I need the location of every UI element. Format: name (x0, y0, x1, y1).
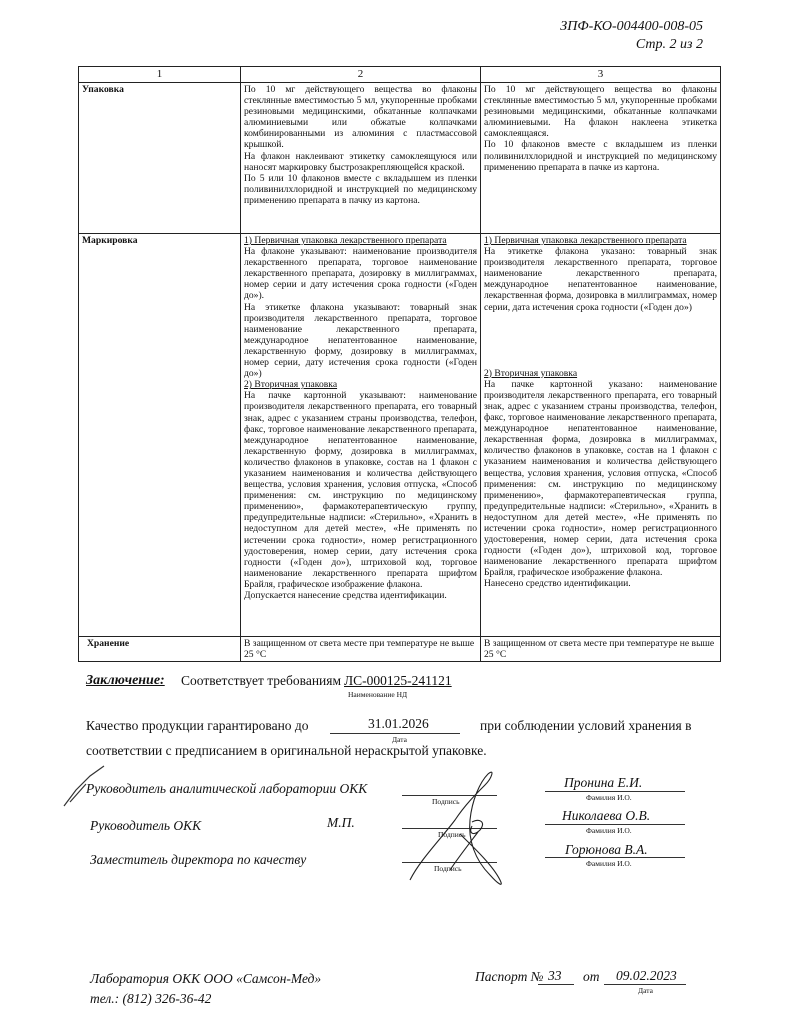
passport-label: Паспорт № (475, 969, 544, 984)
row-label-marking: Маркировка (79, 234, 241, 637)
marking-actual (481, 234, 721, 637)
marking-spec-p2: На этикетке флакона указывают: товарный знак производителя лекарственного препарата, торговое наименование лекарственного препарата, международное непатентованное наименование, лекарственную форму, дозировку в миллиграммах, номер серии, дату истечения срока годности («Годен до») (244, 301, 477, 380)
name-caption-okk: Фамилия И.О. (586, 826, 632, 835)
guarantee-line2: соответствии с предписанием в оригинальной нераскрытой упаковке. (86, 743, 487, 758)
name-line-lab (545, 791, 685, 792)
marking-actual-secondary-heading: 2) Вторичная упаковка (484, 367, 578, 379)
storage-spec (241, 637, 481, 662)
col-number-2: 2 (241, 67, 481, 83)
row-label-packaging: Упаковка (79, 83, 241, 234)
table-header-row (79, 67, 721, 83)
name-line-okk (545, 824, 685, 825)
marking-spec-p3: На пачке картонной указывают: наименование производителя лекарственного препарата, его товарный знак, адрес с указанием страны производства, телефон, факс, торговое наименование лекарственного препарата, международное непатентованное наименование, лекарственную форму, дозировка в миллиграммах, количество флаконов в упаковке, состав на 1 флакон с указанием наименования и количества действующего вещества, условия хранения, условия отпуска, «Способ применения: см. инструкцию по медицинскому применению», фармакотерапевтическую группу, предупредительные надписи: «Стерильно», «Хранить в недоступном для детей месте», «Не применять по истечении срока годности», номер регистрационного удостоверения, номер серии, дату истечения срока годности («Годен до»), штриховой код, торговое наименование лекарственного препарата шрифтом Брайля, графическое изображение флакона. (244, 390, 477, 590)
packaging-spec-p1: По 10 мг действующего вещества во флаконы стеклянные вместимостью 5 мл, укупоренные пробками резиновыми медицинскими, обкатанные колпачками алюминиевыми или обжатые колпачками комбинированными из алюминия с пластмассовой крышкой. (244, 84, 477, 151)
col-number-3: 3 (481, 67, 721, 83)
marking-actual-p3: На пачке картонной указано: наименование производителя лекарственного препарата, его товарный знак, адрес с указанием страны производства, телефон, факс, торговое наименование лекарственного препарата, международное непатентованное наименование, лекарственная форма, дозировка в миллиграммах, количество флаконов в упаковке, состав на 1 флакон с указанием наименования и количества действующего вещества, условия хранения, условия отпуска, «Способ применения: см. инструкцию по медицинскому применению», фармакотерапевтическая группа, предупредительные надписи: «Стерильно», «Хранить в недоступном для детей месте», «Не применять по истечении срока годности», номер регистрационного удостоверения, номер серии, дата истечения срока годности («Годен до»), штриховой код, торговое наименование лекарственного препарата шрифтом Брайля, графическое изображение флакона. (484, 378, 717, 579)
document-code: ЗПФ-КО-004400-008-05 (560, 19, 703, 34)
packaging-spec (241, 83, 481, 234)
packaging-actual-p1: По 10 мг действующего вещества во флаконы стеклянные вместимостью 5 мл, укупоренные пробками резиновыми медицинскими, обкатанные колпачками алюминиевыми. На флакон наклеена этикетка самоклеящаяся. (484, 84, 717, 140)
passport-date-line (604, 984, 686, 985)
guarantee-prefix: Качество продукции гарантировано до (86, 718, 309, 733)
footer-lab-name: Лаборатория ОКК ООО «Самсон-Мед» (90, 971, 322, 986)
signer-role-okk: Руководитель ОКК (90, 818, 202, 833)
signer-name-deputy: Горюнова В.А. (565, 842, 648, 857)
page-number: Стр. 2 из 2 (635, 37, 703, 52)
storage-actual-text: В защищенном от света месте при температуре не выше 25 °С (484, 638, 715, 661)
conclusion-text: Соответствует требованиям (181, 673, 342, 688)
row-label-storage: Хранение (79, 637, 241, 662)
marking-spec-primary-heading: 1) Первичная упаковка лекарственного препарата (244, 235, 447, 246)
guarantee-date-line (330, 733, 460, 734)
marking-spec-p1: На флаконе указывают: наименование производителя лекарственного препарата, торговое наименование лекарственного препарата, дозировку в миллиграммах, номер серии и дату истечения срока годности («Годен до»). (244, 246, 477, 302)
signature-caption-deputy: Подпись (434, 864, 462, 873)
table-row-storage (79, 637, 721, 662)
handwritten-signature (400, 760, 510, 895)
signature-caption-lab: Подпись (432, 797, 460, 806)
storage-actual (481, 637, 721, 662)
packaging-actual-p2: По 10 флаконов вместе с вкладышем из пленки поливинилхлоридной и инструкцией по медицинскому применению препарата в пачке из картона. (484, 139, 717, 173)
footer-phone: тел.: (812) 326-36-42 (90, 991, 212, 1006)
packaging-spec-p2: На флакон наклеивают этикетку самоклеящуюся или наносят маркировку быстрозакрепляющейся краской. (244, 150, 477, 173)
passport-number-line (538, 984, 574, 985)
spec-table (78, 66, 721, 662)
guarantee-suffix: при соблюдении условий хранения в (480, 718, 692, 733)
signer-role-lab: Руководитель аналитической лаборатории ОКК (86, 781, 368, 796)
table-row-packaging (79, 83, 721, 234)
passport-date: 09.02.2023 (616, 968, 677, 983)
passport-date-caption: Дата (638, 986, 653, 995)
signer-role-deputy: Заместитель директора по качеству (90, 852, 307, 867)
marking-actual-spacer (484, 313, 717, 368)
col-number-1: 1 (79, 67, 241, 83)
table-row-marking (79, 234, 721, 637)
signer-name-lab: Пронина Е.И. (564, 775, 643, 790)
packaging-spec-p3: По 5 или 10 флаконов вместе с вкладышем из пленки поливинилхлоридной и инструкцией по медицинскому применению препарата в пачку из картона. (244, 172, 477, 206)
storage-spec-text: В защищенном от света месте при температуре не выше 25 °С (244, 638, 475, 661)
packaging-actual (481, 83, 721, 234)
marking-actual-primary-heading: 1) Первичная упаковка лекарственного препарата (484, 235, 687, 246)
nd-caption: Наименование НД (348, 690, 408, 699)
signature-caption-okk: Подпись (438, 830, 466, 839)
marking-spec-p4: Допускается нанесение средства идентификации. (244, 590, 447, 601)
passport-number: 33 (548, 968, 562, 983)
marking-spec-secondary-heading: 2) Вторичная упаковка (244, 379, 338, 391)
name-caption-lab: Фамилия И.О. (586, 793, 632, 802)
mp-stamp-label: М.П. (327, 815, 355, 830)
guarantee-date: 31.01.2026 (368, 716, 429, 731)
marking-actual-p4: Нанесено средство идентификации. (484, 578, 631, 590)
nd-code: ЛС-000125-241121 (344, 673, 452, 688)
name-line-deputy (545, 857, 685, 858)
marking-spec (241, 234, 481, 637)
marking-actual-p1: На этикетке флакона указано: товарный знак производителя лекарственного препарата, торговое наименование лекарственного препарата, международное непатентованное наименование, лекарственная форма, дозировка в миллиграммах, номер серии, дата истечения срока годности («Годен до») (484, 246, 717, 313)
signer-name-okk: Николаева О.В. (562, 808, 651, 823)
conclusion-label: Заключение: (86, 673, 165, 688)
guarantee-date-caption: Дата (392, 735, 407, 744)
name-caption-deputy: Фамилия И.О. (586, 859, 632, 868)
check-mark-scribble (60, 762, 110, 812)
passport-from: от (583, 969, 600, 984)
